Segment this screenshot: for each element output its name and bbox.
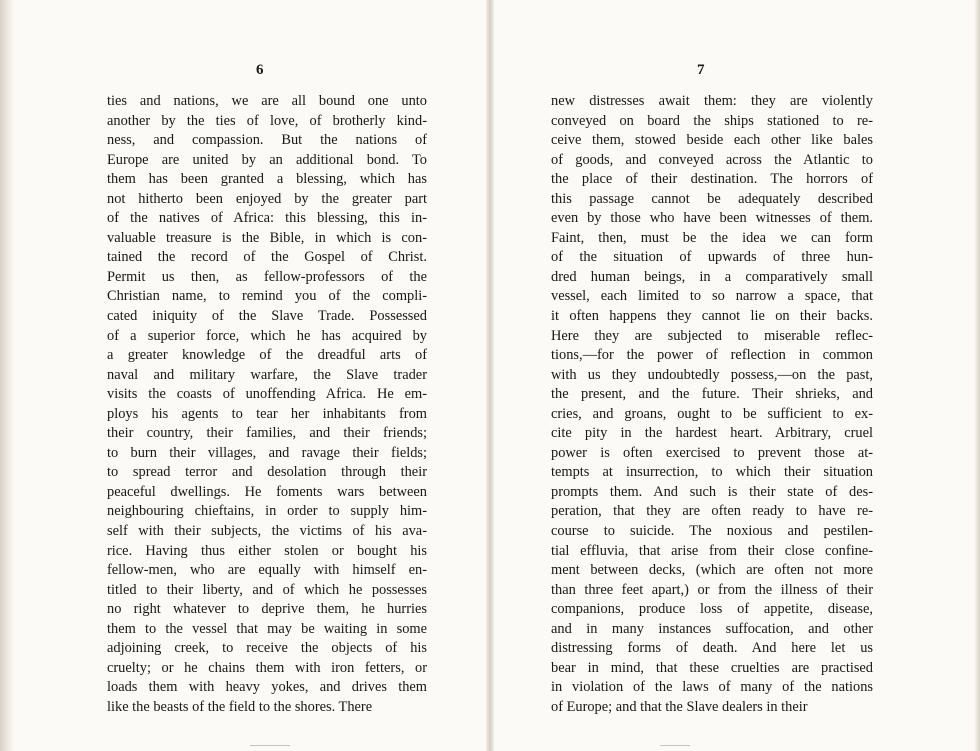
text-line: them has been granted a blessing, which has xyxy=(107,171,427,188)
text-line: the present, and the future. Their shrieks, and xyxy=(551,386,873,403)
text-line: self with their subjects, the victims of his ava- xyxy=(107,523,427,540)
text-line: Europe are united by an additional bond. To xyxy=(107,151,427,168)
text-line: cated iniquity of the Slave Trade. Possessed xyxy=(107,308,427,325)
page-edge-shadow xyxy=(974,0,980,751)
text-line: no right whatever to deprive them, he hurries xyxy=(107,601,427,618)
text-line: course to suicide. The noxious and pestilen- xyxy=(551,523,873,540)
text-line: to burn their villages, and ravage their fields; xyxy=(107,444,427,461)
text-line: visits the coasts of unoffending Africa. He em- xyxy=(107,386,427,403)
text-line: ceive them, stowed beside each other like bales xyxy=(551,132,873,149)
text-line: adjoining creek, to receive the objects of his xyxy=(107,640,427,657)
text-line: them to the vessel that may be waiting in some xyxy=(107,620,427,637)
text-line: of the situation of upwards of three hun- xyxy=(551,249,873,266)
text-line: Christian name, to remind you of the compli- xyxy=(107,288,427,305)
text-line: rice. Having thus either stolen or bought his xyxy=(107,542,427,559)
text-line: conveyed on board the ships stationed to re- xyxy=(551,112,873,129)
text-line: even by those who have been witnesses of them. xyxy=(551,210,873,227)
page-number: 7 xyxy=(697,62,705,78)
text-line: tained the record of the Gospel of Christ. xyxy=(107,249,427,266)
text-line: cruelty; or he chains them with iron fetters, or xyxy=(107,659,427,676)
text-line: dred human beings, in a comparatively small xyxy=(551,268,873,285)
page-number: 6 xyxy=(256,62,264,78)
right-page xyxy=(491,0,980,751)
text-line: titled to their liberty, and of which he possesses xyxy=(107,581,427,598)
text-line: companions, produce loss of appetite, disease, xyxy=(551,601,873,618)
text-line: of Europe; and that the Slave dealers in their xyxy=(551,698,808,715)
text-line: it often happens they cannot lie on their backs. xyxy=(551,308,873,325)
text-line: this passage cannot be adequately described xyxy=(551,190,873,207)
text-line: bear in mind, that these cruelties are practised xyxy=(551,659,873,676)
text-line: to spread terror and desolation through their xyxy=(107,464,427,481)
text-line: fellow-men, who are equally with himself en- xyxy=(107,562,427,579)
text-line: ness, and compassion. But the nations of xyxy=(107,132,427,149)
text-line: and in many instances suffocation, and other xyxy=(551,620,873,637)
text-line: vessel, each limited to so narrow a space, that xyxy=(551,288,873,305)
text-line: of the natives of Africa: this blessing, this in- xyxy=(107,210,427,227)
page-body-text xyxy=(551,92,873,718)
text-line: of a superior force, which he has acquired by xyxy=(107,327,427,344)
page-edge-shadow xyxy=(0,0,14,751)
text-line: their country, their families, and their friends; xyxy=(107,425,427,442)
scan-artifact xyxy=(660,745,690,746)
text-line: the place of their destination. The horrors of xyxy=(551,171,873,188)
text-line: with us they undoubtedly possess,—on the past, xyxy=(551,366,873,383)
text-line: prompts them. And such is their state of des- xyxy=(551,483,873,500)
scan-artifact xyxy=(250,745,290,746)
text-line: Permit us then, as fellow-professors of the xyxy=(107,268,427,285)
text-line: ploys his agents to tear her inhabitants from xyxy=(107,405,427,422)
text-line: like the beasts of the field to the shores. There xyxy=(107,698,373,715)
text-line: new distresses await them: they are violently xyxy=(551,93,873,109)
text-line: power is often exercised to prevent those at- xyxy=(551,444,873,461)
page-body-text xyxy=(107,92,427,718)
text-line: tions,—for the power of reflection in common xyxy=(551,347,873,364)
text-line: cries, and groans, ought to be sufficient to ex- xyxy=(551,405,873,422)
text-line: cite pity in the hardest heart. Arbitrary, cruel xyxy=(551,425,873,442)
text-line: in violation of the laws of many of the nations xyxy=(551,679,873,696)
text-line: ties and nations, we are all bound one unto xyxy=(107,93,427,109)
text-line: of goods, and conveyed across the Atlantic to xyxy=(551,151,873,168)
text-line: a greater knowledge of the dreadful arts of xyxy=(107,347,427,364)
text-line: valuable treasure is the Bible, in which is con- xyxy=(107,229,427,246)
book-gutter xyxy=(486,0,494,751)
text-line: Faint, then, must be the idea we can form xyxy=(551,229,873,246)
left-page xyxy=(0,0,489,751)
text-line: distressing forms of death. And here let us xyxy=(551,640,873,657)
text-line: loads them with heavy yokes, and drives them xyxy=(107,679,427,696)
text-line: tempts at insurrection, to which their situation xyxy=(551,464,873,481)
text-line: ment between decks, (which are often not more xyxy=(551,562,873,579)
text-line: peration, that they are often ready to have re- xyxy=(551,503,873,520)
text-line: not hitherto been enjoyed by the greater part xyxy=(107,190,427,207)
text-line: neighbouring chieftains, in order to supply him- xyxy=(107,503,427,520)
text-line: than three feet apart,) or from the illness of their xyxy=(551,581,873,598)
text-line: peaceful dwellings. He foments wars between xyxy=(107,483,427,500)
text-line: tial effluvia, that arise from their close confine- xyxy=(551,542,873,559)
text-line: Here they are subjected to miserable reflec- xyxy=(551,327,873,344)
text-line: naval and military warfare, the Slave trader xyxy=(107,366,427,383)
text-line: another by the ties of love, of brotherly kind- xyxy=(107,112,427,129)
